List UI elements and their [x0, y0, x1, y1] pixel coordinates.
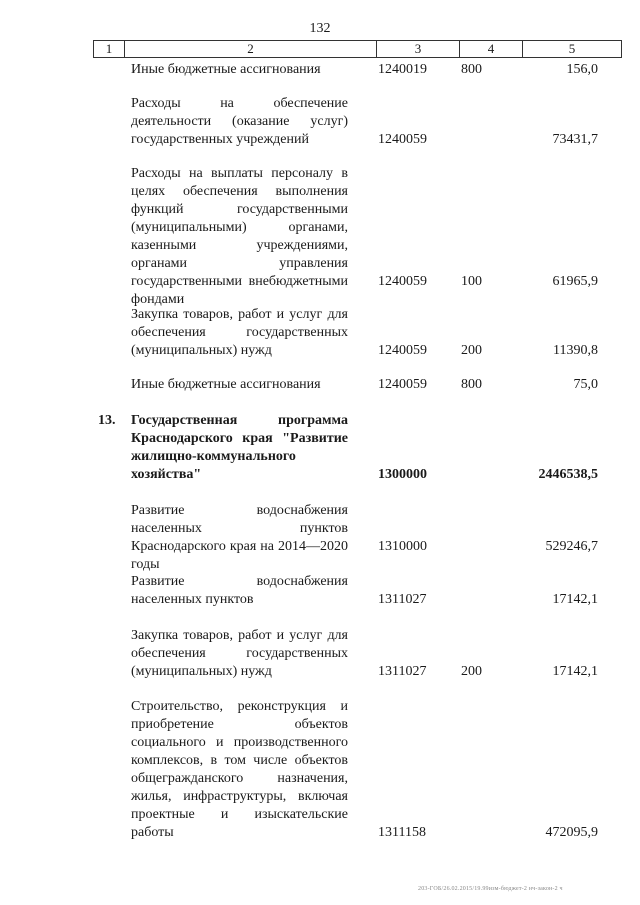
row-code: 1311027 — [378, 592, 427, 607]
row-amount: 472095,9 — [545, 825, 598, 840]
row-amount: 11390,8 — [553, 343, 598, 358]
row-code: 1300000 — [378, 467, 427, 482]
page-number: 132 — [309, 21, 331, 36]
document-footer-code: 203-ГОБ/26.02.2015/19.99изм-бюджет-2 нч-закон-2 ч — [418, 886, 563, 892]
row-number: 13. — [98, 413, 116, 428]
header-col-4: 4 — [460, 41, 523, 58]
row-expense-type: 100 — [461, 274, 482, 289]
row-code: 1240019 — [378, 62, 427, 77]
row-expense-type: 800 — [461, 62, 482, 77]
row-description: Развитие водоснабжения населенных пунктов — [131, 574, 348, 607]
row-amount: 2446538,5 — [538, 467, 598, 482]
column-header-table — [93, 40, 622, 58]
row-description: Иные бюджетные ассигнования — [131, 62, 321, 77]
row-code: 1240059 — [378, 274, 427, 289]
row-code: 1310000 — [378, 539, 427, 554]
header-col-2: 2 — [125, 41, 377, 58]
row-code: 1240059 — [378, 343, 427, 358]
row-amount: 17142,1 — [552, 592, 598, 607]
row-description: Расходы на выплаты персоналу в целях обеспечения выполнения функций государственными (муниципальными) органами, казенными учреждениями, органами управления государственными внебюджетными фондами — [131, 166, 348, 307]
row-amount: 75,0 — [573, 377, 598, 392]
row-code: 1311158 — [378, 825, 426, 840]
row-expense-type: 200 — [461, 343, 482, 358]
header-col-5: 5 — [523, 41, 622, 58]
row-amount: 73431,7 — [552, 132, 598, 147]
row-amount: 156,0 — [566, 62, 598, 77]
header-col-3: 3 — [377, 41, 460, 58]
row-amount: 17142,1 — [552, 664, 598, 679]
row-amount: 529246,7 — [545, 539, 598, 554]
row-description: Закупка товаров, работ и услуг для обеспечения государственных (муниципальных) нужд — [131, 628, 348, 679]
row-description: Государственная программа Краснодарского края "Развитие жилищно-коммунального хозяйства" — [131, 413, 348, 482]
row-description: Закупка товаров, работ и услуг для обеспечения государственных (муниципальных) нужд — [131, 307, 348, 358]
row-description: Развитие водоснабжения населенных пунктов Краснодарского края на 2014—2020 годы — [131, 503, 348, 572]
row-code: 1311027 — [378, 664, 427, 679]
row-description: Строительство, реконструкция и приобретение объектов социального и производственного комплексов, в том числе объектов общегражданского назначения, жилья, инфраструктуры, включая проектные и изыскательские работы — [131, 699, 348, 840]
row-expense-type: 800 — [461, 377, 482, 392]
row-code: 1240059 — [378, 377, 427, 392]
row-amount: 61965,9 — [552, 274, 598, 289]
row-description: Иные бюджетные ассигнования — [131, 377, 321, 392]
row-code: 1240059 — [378, 132, 427, 147]
row-expense-type: 200 — [461, 664, 482, 679]
header-col-1: 1 — [94, 41, 125, 58]
row-description: Расходы на обеспечение деятельности (оказание услуг) государственных учреждений — [131, 96, 348, 147]
